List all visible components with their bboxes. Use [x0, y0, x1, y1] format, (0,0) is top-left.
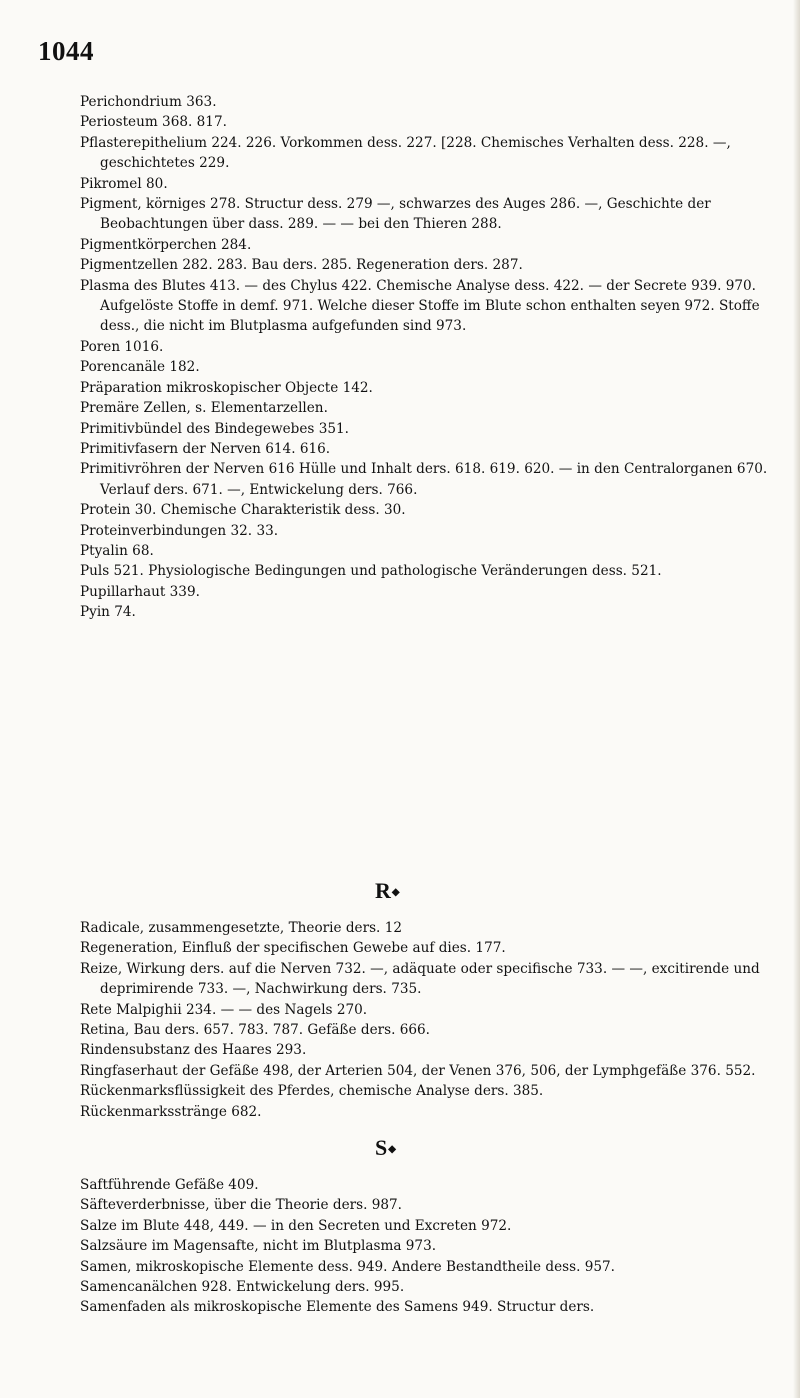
- section-letter-r: R: [375, 878, 391, 903]
- diamond-mark-icon: ◆: [388, 1144, 396, 1156]
- index-section-p: [80, 92, 770, 623]
- index-entry: Präparation mikroskopischer Objecte 142.: [80, 379, 373, 396]
- index-entry: Pflasterepithelium 224. 226. Vorkommen dess. 227. [228. Chemisches Verhalten dess. 228. —, geschichtetes 229.: [80, 134, 731, 172]
- section-letter-s: S: [375, 1135, 388, 1160]
- index-entry: Perichondrium 363.: [80, 94, 217, 110]
- index-entry: Radicale, zusammengesetzte, Theorie ders. 12: [80, 920, 402, 936]
- index-entry: Samencanälchen 928. Entwickelung ders. 995.: [80, 1279, 405, 1296]
- index-entry: Rete Malpighii 234. — — des Nagels 270.: [80, 1001, 368, 1018]
- section-heading-r: [375, 878, 400, 904]
- index-entry: Reize, Wirkung ders. auf die Nerven 732. —, adäquate oder specifische 733. — —, excitirende und deprimirende 733. —, Nachwirkung ders. 735.: [80, 960, 760, 998]
- index-entry: Pigment, körniges 278. Structur dess. 279 —, schwarzes des Auges 286. —, Geschichte der Beobachtungen über dass. 289. — — bei den Thieren 288.: [80, 196, 711, 233]
- index-entry: Periosteum 368. 817.: [80, 114, 227, 131]
- index-entry: Primitivröhren der Nerven 616 Hülle und Inhalt ders. 618. 619. 620. — in den Centralorganen 670. Verlauf ders. 671. —, Entwickelung ders. 766.: [80, 461, 768, 498]
- index-entry: Pikromel 80.: [80, 175, 168, 192]
- index-entry: Pigmentzellen 282. 283. Bau ders. 285. Regeneration ders. 287.: [80, 257, 523, 274]
- index-entry: Poren 1016.: [80, 338, 164, 355]
- index-entry: Säfteverderbnisse, über die Theorie ders. 987.: [80, 1197, 402, 1214]
- index-entry: Rückenmarksstränge 682.: [80, 1103, 262, 1120]
- index-entry: Samenfaden als mikroskopische Elemente des Samens 949. Structur ders.: [80, 1299, 595, 1316]
- index-entry: Rückenmarksflüssigkeit des Pferdes, chemische Analyse ders. 385.: [80, 1083, 544, 1100]
- index-entry: Primitivfasern der Nerven 614. 616.: [80, 440, 331, 457]
- index-entry: Retina, Bau ders. 657. 783. 787. Gefäße ders. 666.: [80, 1022, 431, 1039]
- index-entry: Ptyalin 68.: [80, 542, 154, 559]
- index-entry: Pupillarhaut 339.: [80, 583, 200, 600]
- index-entry: Proteinverbindungen 32. 33.: [80, 522, 279, 539]
- diamond-mark-icon: ◆: [391, 887, 400, 899]
- index-entry: Salze im Blute 448, 449. — in den Secreten und Excreten 972.: [80, 1217, 512, 1234]
- index-entry: Ringfaserhaut der Gefäße 498, der Arterien 504, der Venen 376, 506, der Lymphgefäße 376. 552.: [80, 1062, 756, 1079]
- index-entry: Pigmentkörperchen 284.: [80, 236, 252, 253]
- index-entry: Rindensubstanz des Haares 293.: [80, 1042, 307, 1059]
- index-entry: Puls 521. Physiologische Bedingungen und pathologische Veränderungen dess. 521.: [80, 563, 662, 580]
- index-entry: Protein 30. Chemische Charakteristik dess. 30.: [80, 502, 406, 519]
- index-entry: Samen, mikroskopische Elemente dess. 949. Andere Bestandtheile dess. 957.: [80, 1258, 615, 1275]
- index-entry: Salzsäure im Magensafte, nicht im Blutplasma 973.: [80, 1238, 437, 1255]
- index-entry: Primitivbündel des Bindegewebes 351.: [80, 420, 349, 437]
- index-section-s: [80, 1175, 770, 1318]
- section-heading-s: [375, 1135, 396, 1161]
- index-entry: Pyin 74.: [80, 604, 136, 621]
- index-entry: Regeneration, Einfluß der specifischen Gewebe auf dies. 177.: [80, 940, 506, 957]
- page-edge: [793, 0, 800, 1398]
- page-number: 1044: [38, 36, 94, 66]
- index-entry: Porencanäle 182.: [80, 359, 200, 376]
- index-section-r: [80, 918, 770, 1122]
- index-entry: Plasma des Blutes 413. — des Chylus 422. Chemische Analyse dess. 422. — der Secrete 939. 970. Aufgelöste Stoffe in demf. 971. Welche dieser Stoffe im Blute schon enthalten seyen 972. Stoffe dess., die nicht im Blutplasma aufgefunden sind 973.: [80, 277, 760, 335]
- index-entry: Saftführende Gefäße 409.: [80, 1177, 259, 1193]
- index-entry: Premäre Zellen, s. Elementarzellen.: [80, 400, 328, 417]
